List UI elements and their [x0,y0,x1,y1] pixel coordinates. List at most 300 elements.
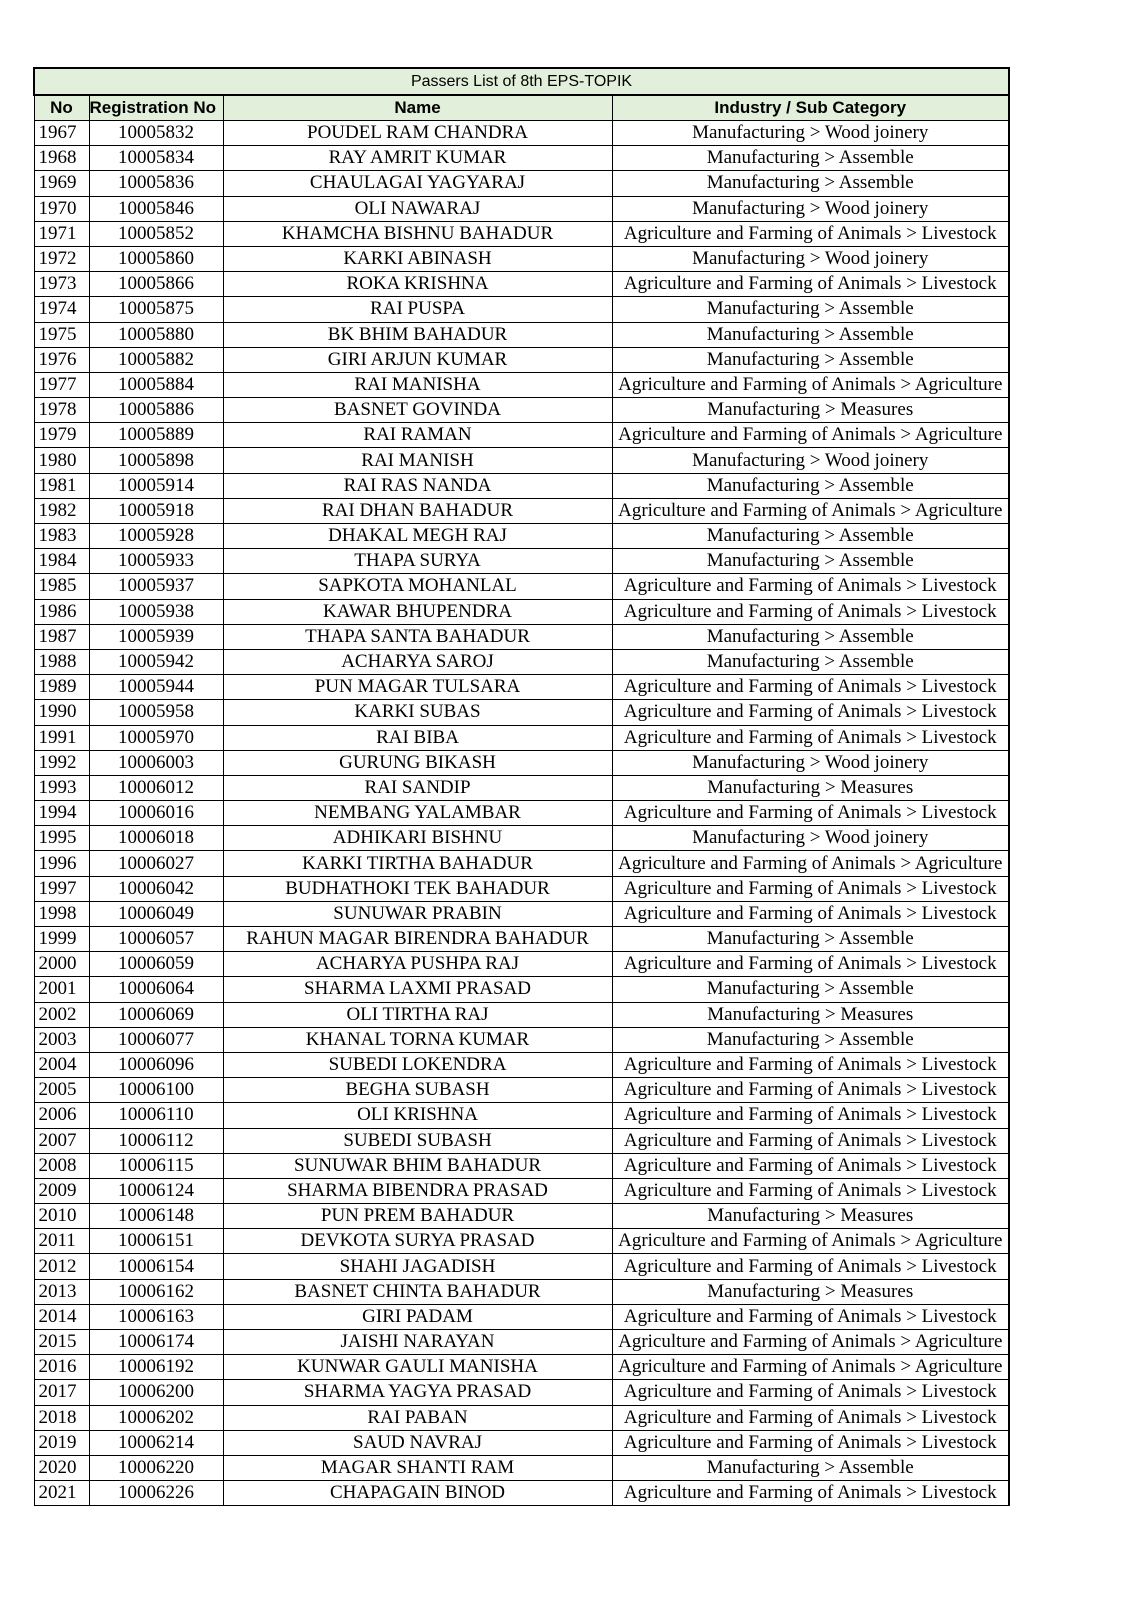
table-row [34,952,1009,977]
name: GIRI ARJUN KUMAR [223,347,612,372]
table-row [34,624,1009,649]
name: RAI RAMAN [223,423,612,448]
registration-no: 10005834 [89,146,223,171]
industry-text: Agriculture and Farming of Animals > Agriculture [618,424,1003,446]
industry-text: Manufacturing > Measures [707,1280,914,1302]
row-no: 1979 [34,423,89,448]
registration-no: 10005914 [89,473,223,498]
industry-text: Manufacturing > Wood joinery [692,827,929,849]
registration-no: 10005880 [89,322,223,347]
industry-category [612,750,1009,775]
industry-text: Agriculture and Farming of Animals > Agriculture [618,373,1003,395]
industry-category [612,574,1009,599]
name: THAPA SURYA [223,549,612,574]
name: OLI NAWARAJ [223,196,612,221]
name: PUN MAGAR TULSARA [223,675,612,700]
table-row [34,851,1009,876]
registration-no: 10005958 [89,700,223,725]
table-row [34,524,1009,549]
registration-no: 10005944 [89,675,223,700]
name: SHAHI JAGADISH [223,1254,612,1279]
registration-no: 10006069 [89,1002,223,1027]
registration-no: 10005918 [89,498,223,523]
row-no: 1986 [34,599,89,624]
row-no: 2020 [34,1455,89,1480]
table-row [34,448,1009,473]
industry-category [612,171,1009,196]
row-no: 2021 [34,1481,89,1506]
industry-text: Manufacturing > Assemble [706,625,914,647]
industry-text: Agriculture and Farming of Animals > Livestock [623,1255,997,1277]
registration-no: 10006016 [89,801,223,826]
name: ACHARYA PUSHPA RAJ [223,952,612,977]
name: SUNUWAR PRABIN [223,901,612,926]
table-row [34,1204,1009,1229]
table-row [34,1002,1009,1027]
table-row [34,574,1009,599]
industry-category [612,372,1009,397]
industry-category [612,700,1009,725]
registration-no: 10005898 [89,448,223,473]
industry-text: Agriculture and Farming of Animals > Agriculture [618,499,1003,521]
table-row [34,700,1009,725]
row-no: 1969 [34,171,89,196]
industry-text: Agriculture and Farming of Animals > Livestock [623,575,997,597]
registration-no: 10005886 [89,398,223,423]
row-no: 1999 [34,927,89,952]
registration-no: 10005889 [89,423,223,448]
row-no: 1982 [34,498,89,523]
industry-text: Agriculture and Farming of Animals > Livestock [623,701,997,723]
industry-category [612,272,1009,297]
row-no: 2001 [34,977,89,1002]
row-no: 1994 [34,801,89,826]
name: DEVKOTA SURYA PRASAD [223,1229,612,1254]
industry-category [612,1103,1009,1128]
name: ADHIKARI BISHNU [223,826,612,851]
table-row [34,675,1009,700]
registration-no: 10006027 [89,851,223,876]
row-no: 1967 [34,121,89,146]
name: KHAMCHA BISHNU BAHADUR [223,221,612,246]
registration-no: 10006124 [89,1178,223,1203]
industry-category [612,448,1009,473]
name: SUBEDI SUBASH [223,1128,612,1153]
row-no: 1990 [34,700,89,725]
table-row [34,322,1009,347]
row-no: 1995 [34,826,89,851]
row-no: 1997 [34,876,89,901]
registration-no: 10005928 [89,524,223,549]
table-row [34,1481,1009,1506]
row-no: 1968 [34,146,89,171]
row-no: 1976 [34,347,89,372]
industry-text: Manufacturing > Assemble [706,978,914,1000]
header-registration-no: Registration No [89,95,223,121]
name: KHANAL TORNA KUMAR [223,1027,612,1052]
row-no: 2016 [34,1355,89,1380]
name: JAISHI NARAYAN [223,1330,612,1355]
row-no: 1973 [34,272,89,297]
industry-text: Agriculture and Farming of Animals > Livestock [623,1406,997,1428]
table-row [34,171,1009,196]
registration-no: 10006077 [89,1027,223,1052]
industry-category [612,1229,1009,1254]
industry-text: Manufacturing > Assemble [706,348,914,370]
name: KARKI ABINASH [223,246,612,271]
name: SHARMA BIBENDRA PRASAD [223,1178,612,1203]
row-no: 1983 [34,524,89,549]
table-row [34,826,1009,851]
industry-category [612,1481,1009,1506]
table-row [34,1330,1009,1355]
row-no: 2004 [34,1052,89,1077]
table-row [34,801,1009,826]
industry-text: Agriculture and Farming of Animals > Livestock [623,676,997,698]
row-no: 1970 [34,196,89,221]
table-row [34,1229,1009,1254]
row-no: 1998 [34,901,89,926]
industry-category [612,1254,1009,1279]
industry-category [612,1405,1009,1430]
industry-text: Manufacturing > Measures [707,776,914,798]
row-no: 2000 [34,952,89,977]
industry-category [612,146,1009,171]
registration-no: 10006174 [89,1330,223,1355]
industry-text: Manufacturing > Assemble [706,474,914,496]
table-row [34,372,1009,397]
name: SUNUWAR BHIM BAHADUR [223,1153,612,1178]
row-no: 1991 [34,725,89,750]
industry-text: Agriculture and Farming of Animals > Livestock [623,877,997,899]
registration-no: 10006059 [89,952,223,977]
table-row [34,876,1009,901]
row-no: 1980 [34,448,89,473]
table-row [34,473,1009,498]
industry-text: Agriculture and Farming of Animals > Agriculture [618,1230,1003,1252]
name: ACHARYA SAROJ [223,649,612,674]
industry-category [612,473,1009,498]
registration-no: 10006110 [89,1103,223,1128]
table-row [34,347,1009,372]
name: OLI TIRTHA RAJ [223,1002,612,1027]
name: SUBEDI LOKENDRA [223,1052,612,1077]
registration-no: 10006202 [89,1405,223,1430]
industry-text: Manufacturing > Assemble [706,323,914,345]
name: RAI DHAN BAHADUR [223,498,612,523]
industry-category [612,1380,1009,1405]
industry-text: Manufacturing > Measures [707,1003,914,1025]
table-title: Passers List of 8th EPS-TOPIK [34,68,1009,95]
industry-category [612,347,1009,372]
industry-category [612,876,1009,901]
registration-no: 10006018 [89,826,223,851]
industry-text: Agriculture and Farming of Animals > Livestock [623,222,997,244]
table-row [34,1027,1009,1052]
industry-text: Agriculture and Farming of Animals > Livestock [623,1054,997,1076]
industry-category [612,826,1009,851]
registration-no: 10005852 [89,221,223,246]
registration-no: 10005939 [89,624,223,649]
name: ROKA KRISHNA [223,272,612,297]
name: THAPA SANTA BAHADUR [223,624,612,649]
registration-no: 10006115 [89,1153,223,1178]
row-no: 2015 [34,1330,89,1355]
name: RAHUN MAGAR BIRENDRA BAHADUR [223,927,612,952]
name: BEGHA SUBASH [223,1078,612,1103]
industry-text: Manufacturing > Wood joinery [692,248,929,270]
table-row [34,901,1009,926]
registration-no: 10006100 [89,1078,223,1103]
industry-category [612,221,1009,246]
name: PUN PREM BAHADUR [223,1204,612,1229]
industry-text: Manufacturing > Assemble [706,1457,914,1479]
row-no: 1993 [34,775,89,800]
table-row [34,1128,1009,1153]
row-no: 2003 [34,1027,89,1052]
row-no: 2014 [34,1304,89,1329]
industry-category [612,624,1009,649]
row-no: 2017 [34,1380,89,1405]
registration-no: 10006148 [89,1204,223,1229]
industry-category [612,801,1009,826]
registration-no: 10006154 [89,1254,223,1279]
registration-no: 10005846 [89,196,223,221]
table-row [34,297,1009,322]
registration-no: 10006162 [89,1279,223,1304]
row-no: 1985 [34,574,89,599]
row-no: 1975 [34,322,89,347]
industry-text: Agriculture and Farming of Animals > Livestock [623,600,997,622]
industry-text: Manufacturing > Wood joinery [692,449,929,471]
registration-no: 10005942 [89,649,223,674]
table-row [34,1405,1009,1430]
table-row [34,498,1009,523]
registration-no: 10006200 [89,1380,223,1405]
name: NEMBANG YALAMBAR [223,801,612,826]
registration-no: 10005882 [89,347,223,372]
table-row [34,1455,1009,1480]
name: KUNWAR GAULI MANISHA [223,1355,612,1380]
industry-text: Agriculture and Farming of Animals > Livestock [623,1431,997,1453]
industry-text: Manufacturing > Assemble [706,147,914,169]
industry-text: Manufacturing > Measures [707,1205,914,1227]
industry-text: Manufacturing > Assemble [706,651,914,673]
industry-category [612,952,1009,977]
industry-category [612,1002,1009,1027]
registration-no: 10005875 [89,297,223,322]
industry-text: Agriculture and Farming of Animals > Agriculture [618,1331,1003,1353]
name: GIRI PADAM [223,1304,612,1329]
table-row [34,775,1009,800]
name: MAGAR SHANTI RAM [223,1455,612,1480]
industry-category [612,297,1009,322]
name: CHAULAGAI YAGYARAJ [223,171,612,196]
header-industry: Industry / Sub Category [612,95,1009,121]
row-no: 2005 [34,1078,89,1103]
table-row [34,1103,1009,1128]
registration-no: 10006049 [89,901,223,926]
industry-text: Agriculture and Farming of Animals > Agriculture [618,852,1003,874]
row-no: 1978 [34,398,89,423]
name: RAI MANISH [223,448,612,473]
table-row [34,1078,1009,1103]
industry-text: Agriculture and Farming of Animals > Livestock [623,1104,997,1126]
registration-no: 10006003 [89,750,223,775]
table-row [34,1178,1009,1203]
registration-no: 10006064 [89,977,223,1002]
registration-no: 10006220 [89,1455,223,1480]
table-row [34,649,1009,674]
industry-text: Manufacturing > Assemble [706,1028,914,1050]
industry-text: Manufacturing > Measures [707,399,914,421]
table-row [34,977,1009,1002]
industry-text: Manufacturing > Assemble [706,550,914,572]
industry-text: Manufacturing > Assemble [706,298,914,320]
table-row [34,725,1009,750]
industry-category [612,1153,1009,1178]
industry-category [612,1204,1009,1229]
industry-text: Agriculture and Farming of Animals > Livestock [623,1129,997,1151]
industry-text: Agriculture and Farming of Animals > Livestock [623,953,997,975]
header-no: No [34,95,89,121]
table-row [34,1052,1009,1077]
industry-category [612,1052,1009,1077]
name: RAI SANDIP [223,775,612,800]
registration-no: 10005832 [89,121,223,146]
industry-text: Manufacturing > Wood joinery [692,122,929,144]
registration-no: 10006096 [89,1052,223,1077]
header-name: Name [223,95,612,121]
row-no: 1992 [34,750,89,775]
industry-text: Agriculture and Farming of Animals > Livestock [623,1179,997,1201]
name: RAY AMRIT KUMAR [223,146,612,171]
registration-no: 10005937 [89,574,223,599]
industry-category [612,322,1009,347]
industry-text: Agriculture and Farming of Animals > Livestock [623,1154,997,1176]
registration-no: 10006112 [89,1128,223,1153]
table-row [34,246,1009,271]
industry-category [612,851,1009,876]
name: BUDHATHOKI TEK BAHADUR [223,876,612,901]
row-no: 2012 [34,1254,89,1279]
name: RAI BIBA [223,725,612,750]
row-no: 2018 [34,1405,89,1430]
table-row [34,1380,1009,1405]
registration-no: 10006192 [89,1355,223,1380]
industry-category [612,977,1009,1002]
passers-table [33,67,1010,1506]
industry-category [612,196,1009,221]
name: KARKI SUBAS [223,700,612,725]
industry-text: Manufacturing > Assemble [706,172,914,194]
industry-category [612,1455,1009,1480]
industry-category [612,549,1009,574]
table-row [34,1153,1009,1178]
industry-category [612,649,1009,674]
name: GURUNG BIKASH [223,750,612,775]
registration-no: 10006151 [89,1229,223,1254]
industry-category [612,1430,1009,1455]
row-no: 1988 [34,649,89,674]
name: OLI KRISHNA [223,1103,612,1128]
industry-category [612,1330,1009,1355]
industry-category [612,398,1009,423]
industry-category [612,423,1009,448]
industry-category [612,927,1009,952]
row-no: 2010 [34,1204,89,1229]
name: KAWAR BHUPENDRA [223,599,612,624]
table-row [34,221,1009,246]
table-row [34,1279,1009,1304]
industry-text: Agriculture and Farming of Animals > Livestock [623,802,997,824]
name: RAI PABAN [223,1405,612,1430]
registration-no: 10005933 [89,549,223,574]
table-row [34,750,1009,775]
table-row [34,1304,1009,1329]
name: RAI RAS NANDA [223,473,612,498]
industry-category [612,725,1009,750]
registration-no: 10005836 [89,171,223,196]
row-no: 2008 [34,1153,89,1178]
table-row [34,599,1009,624]
industry-category [612,675,1009,700]
table-row [34,146,1009,171]
row-no: 2013 [34,1279,89,1304]
row-no: 1996 [34,851,89,876]
row-no: 2019 [34,1430,89,1455]
row-no: 1987 [34,624,89,649]
registration-no: 10006057 [89,927,223,952]
industry-text: Agriculture and Farming of Animals > Livestock [623,902,997,924]
table-row [34,1254,1009,1279]
industry-category [612,524,1009,549]
industry-text: Manufacturing > Assemble [706,928,914,950]
table-row [34,121,1009,146]
registration-no: 10005884 [89,372,223,397]
row-no: 1972 [34,246,89,271]
row-no: 1974 [34,297,89,322]
registration-no: 10006214 [89,1430,223,1455]
industry-text: Manufacturing > Assemble [706,525,914,547]
row-no: 1989 [34,675,89,700]
row-no: 2002 [34,1002,89,1027]
industry-text: Agriculture and Farming of Animals > Livestock [623,1079,997,1101]
row-no: 2009 [34,1178,89,1203]
registration-no: 10006042 [89,876,223,901]
table-row [34,549,1009,574]
industry-category [612,1027,1009,1052]
table-row [34,398,1009,423]
registration-no: 10005970 [89,725,223,750]
table-row [34,1430,1009,1455]
industry-text: Agriculture and Farming of Animals > Livestock [623,1305,997,1327]
table-row [34,196,1009,221]
name: RAI PUSPA [223,297,612,322]
row-no: 1971 [34,221,89,246]
name: SHARMA YAGYA PRASAD [223,1380,612,1405]
industry-category [612,246,1009,271]
table-row [34,927,1009,952]
row-no: 1981 [34,473,89,498]
table-row [34,272,1009,297]
registration-no: 10006226 [89,1481,223,1506]
row-no: 2006 [34,1103,89,1128]
row-no: 1984 [34,549,89,574]
industry-category [612,1304,1009,1329]
industry-category [612,498,1009,523]
industry-category [612,1178,1009,1203]
